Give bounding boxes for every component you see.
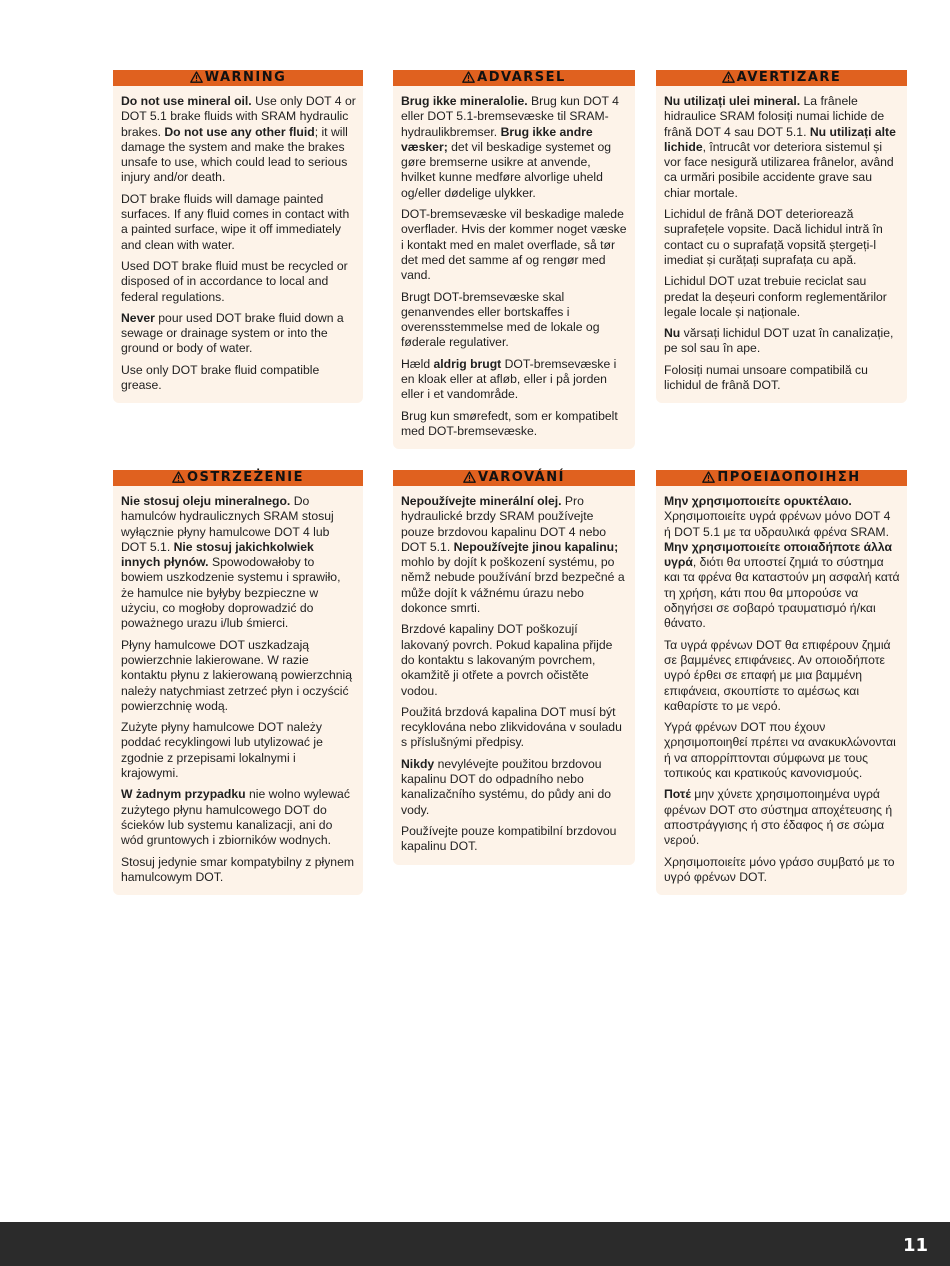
paragraph: Stosuj jedynie smar kompatybilny z płynem hamulcowym DOT.	[121, 854, 355, 884]
warning-box-czech	[393, 470, 635, 865]
warning-triangle-icon	[462, 71, 475, 88]
box-title: VAROVÁNÍ	[478, 470, 565, 485]
box-body	[113, 86, 363, 403]
warning-triangle-icon	[463, 471, 476, 488]
box-title: ΠΡΟΕΙΔΟΠΟΙΗΣΗ	[717, 470, 861, 485]
box-title: AVERTIZARE	[736, 70, 842, 85]
warning-triangle-icon	[190, 71, 203, 88]
warning-triangle-icon	[722, 71, 735, 88]
paragraph: W żadnym przypadku nie wolno wylewać zużytego płynu hamulcowego DOT do ścieków lub systemu kanalizacji, ani do wód gruntowych i zbiorników wodnych.	[121, 787, 350, 848]
paragraph: Folosiți numai unsoare compatibilă cu lichidul de frână DOT.	[664, 362, 868, 393]
box-title: OSTRZEŻENIE	[186, 470, 304, 485]
paragraph: Lichidul DOT uzat trebuie reciclat sau predat la deșeuri conform reglementărilor legale locale și naționale.	[664, 274, 887, 319]
paragraph: Používejte pouze kompatibilní brzdovou kapalinu DOT.	[401, 823, 617, 854]
paragraph: Υγρά φρένων DOT που έχουν χρησιμοποιηθεί πρέπει να ανακυκλώνονται ή να απορρίπτονται σύμφωνα με τους τοπικούς και κρατικούς κανονισμούς.	[664, 720, 896, 781]
page-footer	[0, 1222, 950, 1266]
paragraph: Used DOT brake fluid must be recycled or disposed of in accordance to local and federal regulations.	[121, 258, 348, 304]
paragraph: Χρησιμοποιείτε μόνο γράσο συμβατό με το υγρό φρένων DOT.	[664, 854, 895, 884]
box-body	[656, 86, 907, 403]
warning-triangle-icon	[702, 471, 715, 488]
box-body	[393, 486, 635, 865]
warning-box-danish	[393, 70, 635, 449]
box-header	[656, 70, 907, 86]
box-header	[393, 70, 635, 86]
paragraph: Lichidul de frână DOT deteriorează suprafețele vopsite. Dacă lichidul intră în contact cu o suprafață vopsită ștergeți-l imediat și curățați suprafața cu apă.	[664, 207, 883, 267]
box-title: ADVARSEL	[477, 70, 566, 85]
paragraph: Brug kun smørefedt, som er kompatibelt med DOT-bremsevæske.	[401, 408, 618, 438]
paragraph: Použitá brzdová kapalina DOT musí být recyklována nebo zlikvidována v souladu s příslušnými předpisy.	[401, 704, 622, 750]
box-header	[393, 470, 635, 486]
box-body	[113, 486, 363, 895]
warning-box-polish	[113, 470, 363, 895]
box-body	[656, 486, 907, 895]
paragraph: Hæld aldrig brugt DOT-bremsevæske i en kloak eller at afløb, eller i på jorden eller i et vandområde.	[401, 356, 617, 402]
warning-triangle-icon	[172, 471, 185, 488]
box-body	[393, 86, 635, 449]
paragraph: DOT brake fluids will damage painted surfaces. If any fluid comes in contact with a painted surface, wipe it off immediately and clean with water.	[121, 191, 350, 252]
warning-box-romanian	[656, 70, 907, 403]
paragraph: Nikdy nevylévejte použitou brzdovou kapalinu DOT do odpadního nebo kanalizačního systému, do půdy ani do vody.	[401, 756, 612, 817]
paragraph: DOT-bremsevæske vil beskadige malede overflader. Hvis der kommer noget væske i kontakt med en malet overflade, så tør det med det samme af og rengør med vand.	[401, 207, 627, 283]
paragraph: Μην χρησιμοποιείτε ορυκτέλαιο. Χρησιμοποιείτε υγρά φρένων μόνο DOT 4 ή DOT 5.1 με τα υδραυλικά φρένα SRAM. Μην χρησιμοποιείτε οποιαδήποτε άλλα υγρά, διότι θα υποστεί ζημιά το σύστημα και τα φρένα θα καταστούν μη ασφαλή κατά τη χρήση, κάτι που θα μπορούσε να οδηγήσει σε σοβαρό τραυματισμό ή/και θάνατο.	[664, 494, 900, 631]
paragraph: Nu vărsați lichidul DOT uzat în canalizație, pe sol sau în ape.	[664, 326, 894, 356]
paragraph: Use only DOT brake fluid compatible grease.	[121, 362, 320, 393]
paragraph: Brug ikke mineralolie. Brug kun DOT 4 eller DOT 5.1-bremsevæske til SRAM-hydraulikbremser. Brug ikke andre væsker; det vil beskadige systemet og gøre bremserne usikre at anvende, hvilket kunne medføre alvorlige uheld og/eller dødelige ulykker.	[401, 94, 619, 200]
paragraph: Never pour used DOT brake fluid down a sewage or drainage system or into the ground or body of water.	[121, 310, 344, 356]
paragraph: Brugt DOT-bremsevæske skal genanvendes eller bortskaffes i overensstemmelse med de lokale og føderale regulativer.	[401, 289, 600, 350]
paragraph: Nepoužívejte minerální olej. Pro hydraulické brzdy SRAM používejte pouze brzdovou kapalinu DOT 4 nebo DOT 5.1. Nepoužívejte jinou kapalinu; mohlo by dojít k poškození systému, po němž nebude používání brzd bezpečné a může dojít k vážnému úrazu nebo dokonce smrti.	[401, 494, 625, 616]
warning-box-greek	[656, 470, 907, 895]
paragraph: Płyny hamulcowe DOT uszkadzają powierzchnie lakierowane. W razie kontaktu płynu z lakierowaną powierzchnią należy natychmiast zetrzeć płyn i oczyścić powierzchnię wodą.	[121, 637, 353, 713]
paragraph: Nie stosuj oleju mineralnego. Do hamulców hydraulicznych SRAM stosuj wyłącznie płyny hamulcowe DOT 4 lub DOT 5.1. Nie stosuj jakichkolwiek innych płynów. Spowodowałoby to bowiem uszkodzenie systemu i sprawiło, że hamulce nie byłyby bezpieczne w użyciu, co mogłoby doprowadzić do poważnego urazu i/lub śmierci.	[121, 494, 341, 631]
box-title: WARNING	[204, 70, 287, 85]
paragraph: Τα υγρά φρένων DOT θα επιφέρουν ζημιά σε βαμμένες επιφάνειες. Αν οποιοδήποτε υγρό έρθει σε επαφή με μια βαμμένη επιφάνεια, σκουπίστε το αμέσως και καθαρίστε το με νερό.	[664, 637, 891, 713]
paragraph: Zużyte płyny hamulcowe DOT należy poddać recyklingowi lub utylizować je zgodnie z przepisami lokalnymi i krajowymi.	[121, 720, 323, 781]
paragraph: Do not use mineral oil. Use only DOT 4 or DOT 5.1 brake fluids with SRAM hydraulic brakes. Do not use any other fluid; it will damage the system and make the brakes unsafe to use, which could lead to serious injury and/or death.	[121, 94, 356, 185]
box-header	[113, 470, 363, 486]
box-header	[113, 70, 363, 86]
warning-box-english	[113, 70, 363, 403]
paragraph: Ποτέ μην χύνετε χρησιμοποιημένα υγρά φρένων DOT στο σύστημα αποχέτευσης ή αποστράγγισης ή στο έδαφος ή σε σώμα νερού.	[664, 787, 893, 848]
page-number: 11	[902, 1235, 928, 1256]
paragraph: Brzdové kapaliny DOT poškozují lakovaný povrch. Pokud kapalina přijde do kontaktu s lakovaným povrchem, okamžitě ji otřete a povrch očistěte vodou.	[401, 622, 613, 698]
box-header	[656, 470, 907, 486]
paragraph: Nu utilizați ulei mineral. La frânele hidraulice SRAM folosiți numai lichide de frână DOT 4 sau DOT 5.1. Nu utilizați alte lichide, întrucât vor deteriora sistemul și vor face nesigură utilizarea frânelor, având ca urmări posibile accidente grave sau chiar mortale.	[664, 94, 896, 200]
